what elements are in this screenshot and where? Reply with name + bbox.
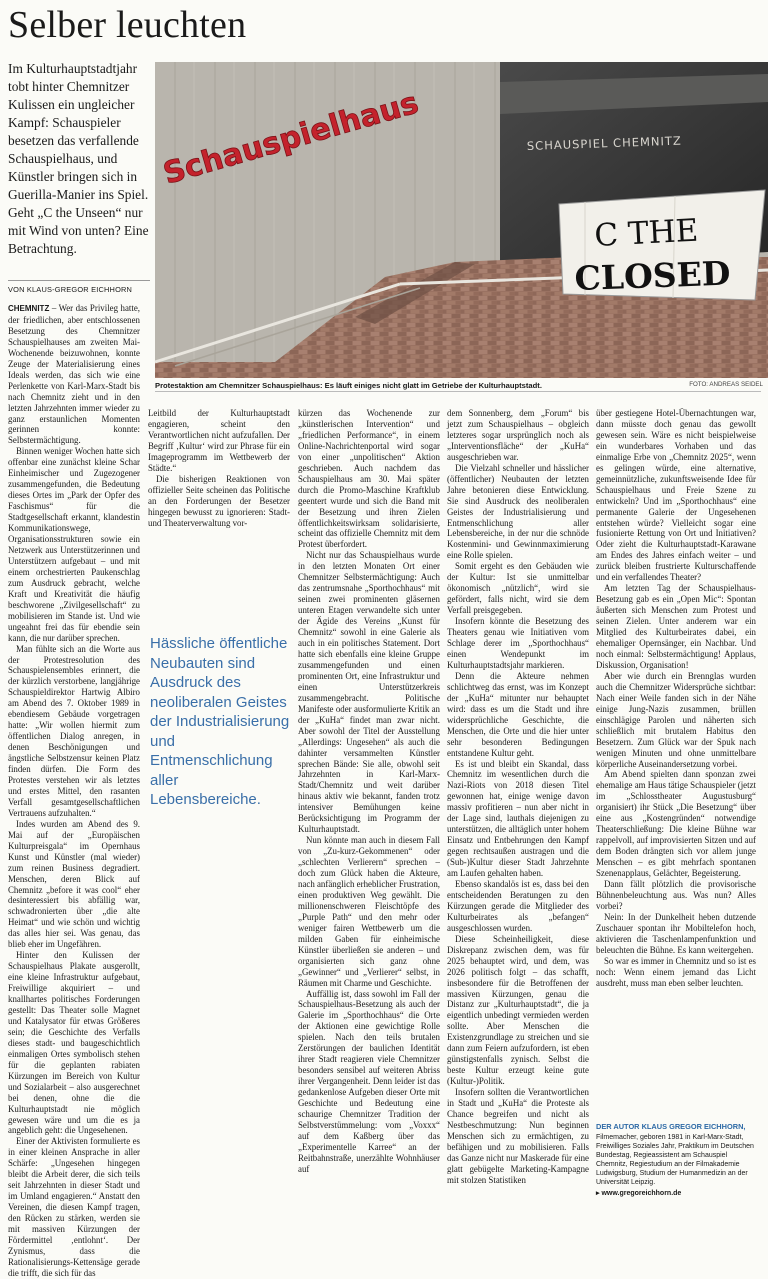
paragraph: Nicht nur das Schauspielhaus wurde in den letzten Monaten Ort einer Chemnitzer Selbstermächtigung: Auch das zentrumsnahe „Sporthochhaus“ mit seinen zwei prominenten gläsernen unteren Etagen verwandelte sich unter der Ägide des Vereins „Kunst für Chemnitz“ sowohl in eine Galerie als auch in ein politisches Statement. Dort hatte sich ebenfalls eine kleine Gruppe zusammengefunden und einen prominenten Ort, eine Infrastruktur und einen Unterstützerkreis zusammengebracht. Politische Manifeste oder ausformulierte Kritik an der „KuHa“ findet man zwar nicht. Aber sowohl der Titel der Ausstellung „Allerdings: Ungesehen“ als auch die dahinter versammelten Künstler sprechen Bände: Sie alle, obwohl seit Jahrzehnten in Karl-Marx-Stadt/Chemnitz und weit darüber hinaus aktiv wie bekannt, fanden trotz intensiver Bemühungen keine Berücksichtigung im Programm der Kulturhauptstadt. [298, 550, 440, 835]
paragraph: Diese Scheinheiligkeit, diese Diskrepanz zwischen dem, was für 2025 behauptet wird, und dem, was 2026 politisch folgt – das schafft, insbesondere für die Betroffenen der massiven Kürzungen, genau die Distanz zur „Kulturhauptstadt“, die ja eigentlich unbedingt vermieden werden sollte. Aber Menschen die Existenzgrundlage zu streichen und sie dann zum Feiern aufzufordern, ist eben günstigstenfalls zynisch. Selbst die beste Kultur erzeugt keine gute (Kultur-)Politik. [447, 933, 589, 1087]
paragraph: Leitbild der Kulturhauptstadt engagieren, scheint den Verantwortlichen nicht aufzufallen. Der Begriff ‚Kultur‘ wird zur Phrase für ein Imageprogramm im Wettbewerb der Städte.“ [148, 408, 290, 473]
protest-banner [559, 190, 765, 300]
paragraph: So war es immer in Chemnitz und so ist es noch: Wenn einem jemand das Licht ausdreht, muss man eben selber leuchten. [596, 955, 756, 988]
paragraph: Man fühlte sich an die Worte aus der Protestresolution des Schauspielensembles erinnert, die der kürzlich verstorbene, langjährige Schauspieldirektor Hartwig Albiro am Abend des 7. Oktober 1989 in ebendiesem Gebäude vorgetragen hatte: „Wir wollen hiermit zum öffentlichen Dialog anregen, in denen Beschönigungen und ängstliche Selbstzensur keinen Platz finden dürfen. Die Form des Protestes verstehen wir als letztes und erstes Mittel, den rasanten Verfall gesamtgesellschaftlichen Vertrauens aufzuhalten.“ [8, 643, 140, 818]
column-3 [298, 408, 440, 1174]
dateline: CHEMNITZ [8, 304, 50, 313]
paragraph: Ebenso skandalös ist es, dass bei den entscheidenden Beratungen zu den Kürzungen gerade die Mitglieder des Kulturbeirates als „befangen“ ausgeschlossen wurden. [447, 878, 589, 933]
pull-quote: Hässliche öffentliche Neubauten sind Ausdruck des neoliberalen Geistes der Industrialisierung und Entmenschlichung aller Lebensbereiche. [150, 635, 290, 808]
paragraph: Es ist und bleibt ein Skandal, dass Chemnitz im wesentlichen durch die Nazi-Riots von 2018 diesen Titel gewonnen hat, einige wenige davon massiv profitieren – nun aber nicht in der Lage sind, lauthals diejenigen zu unterstützen, die alltäglich unter hohem Einsatz und Entbehrungen den Kampf gegen rechtsaußen austragen und die (Sub-)Kultur dieser Stadt Jahrzehnte am Laufen gehalten haben. [447, 758, 589, 879]
paragraph [8, 303, 140, 446]
facade-text: SCHAUSPIEL CHEMNITZ [526, 133, 682, 153]
paragraph: Die bisherigen Reaktionen von offizieller Seite scheinen das Politische an den Forderungen der Besetzer hingegen bewusst zu ignorieren: Stadt- und Theaterverwaltung vor- [148, 473, 290, 528]
paragraph: über gestiegene Hotel-Übernachtungen war, dann müsste doch genau das gewollt gewesen sein. Wäre es nicht beispielweise ein wunderbares Vorhaben und das einmalige Erbe von „Chemnitz 2025“, wenn es gelingen würde, eine alternative, gemeinnützliche, zukunftsweisende Idee für Schauspielhaus und Freie Szene zu entwickeln? Und im „Sporthochhaus“ eine permanente Galerie der Ungesehenen entstehen würde? Vielleicht sogar eine fusionierte Rettung von Ort und Initiativen? Oder zieht die Kulturhauptstadt-Karawane am Endes des Jahres einfach weiter – und zurück bleiben frustrierte Kulturschaffende und ein verfallendes Theater? [596, 408, 756, 583]
paragraph: Somit ergeht es den Gebäuden wie der Kultur: Ist sie unmittelbar ökonomisch „nützlich“, wird sie gefördert, falls nicht, wird sie dem Verfall preisgegeben. [447, 561, 589, 616]
paragraph: Die Vielzahl schneller und hässlicher (öffentlicher) Neubauten der letzten Jahre betonieren diese Entwicklung. Sie sind Ausdruck des neoliberalen Geistes der Industrialisierung und Entmenschlichung aller Lebensbereiche, in der nur die schnöde Kostenmini- und Gewinnmaximierung eine Rolle spielen. [447, 462, 589, 561]
byline: VON KLAUS-GREGOR EICHHORN [8, 280, 150, 294]
column-4 [447, 408, 589, 1185]
author-box [596, 1122, 756, 1198]
paragraph: Aber wie durch ein Brennglas wurden auch die Chemnitzer Widersprüche sichtbar: Nach einer Weile fanden sich in der Nähe einige Jung-Nazis zusammen, brüllen einschlägige Parolen und näherten sich schließlich mit brutalem Habitus den Besetzern. Zum Glück war der Spuk nach wenigen Minuten und ohne unmittelbare körperliche Auseinandersetzung vorbei. [596, 670, 756, 769]
paragraph: Hinter den Kulissen der Schauspielhaus Plakate ausgerollt, eine kleine Infrastruktur aufgebaut, Freiwillige akquiriert – und knallhartes politisches Forderungen gestellt: Das Theater solle Magnet und Katalysator für etwas Größeres sein; die Geschichte des Verfalls dieses stadt- und baugeschichtlich einmaligen Ortes symbolisch stehen für die geplanten rabiaten Kürzungen im Bereich von Kultur und Sozialarbeit – also ausgerechnet bei denen, ohne die die Kulturhauptstadt nie möglich gewesen wäre und um die es ja angeblich geht: die Ungesehenen. [8, 950, 140, 1136]
banner-line-1: C THE [593, 212, 700, 254]
paragraph: Insofern sollten die Verantwortlichen in Stadt und „KuHa“ die Proteste als Chance begreifen und nicht als Nestbeschmutzung: Nun beginnen Menschen sich zu ermächtigen, zu befähigen und zu mobilisieren. Falls das Ganze nicht nur Maskerade für eine glatt gebügelte Marketing-Kampagne mit stolzen Statistiken [447, 1087, 589, 1185]
paragraph: Auffällig ist, dass sowohl im Fall der Schauspielhaus-Besetzung als auch der Galerie im „Sporthochhaus“ die Orte der Aktionen eine gewichtige Rolle spielen. Nach den teils brutalen Zerstörungen der baulichen Identität ihrer Stadt reagieren viele Chemnitzer besonders sensibel auf weiteren Abriss ihrer Vergangenheit. Denn leider ist das gedankenlose Aufgeben dieser Orte mit Geschichte und Bedeutung eine schaurige Chemnitzer Tradition der Selbstverstümmelung: vom „Voxxx“ auf dem Kaßberg über das „Experimentelle Karree“ an der Reitbahnstraße, unerzählte Wohnhäuser auf [298, 988, 440, 1174]
schauspielhaus-photo [155, 62, 768, 378]
photo-credit: FOTO: ANDREAS SEIDEL [689, 381, 763, 388]
paragraph-text: – Wer das Privileg hatte, der friedlichen, aber entschlossenen Besetzung des Chemnitzer Schauspielhauses am zweiten Mai-Wochenende beizuwohnen, konnte Zeuge der Materialisierung eines Ideals werden, das sich wie eine Perlenkette von Karl-Marx-Stadt bis nach Chemnitz zieht und in den letzten Jahrzehnten immer wieder zu ganz erstaunlichen Momenten gerinnen konnte: Selbstermächtigung. [8, 303, 140, 446]
column-2 [148, 408, 290, 616]
paragraph: kürzen das Wochenende zur „künstlerischen Intervention“ und „friedlichen Performance“, in einem Online-Nachrichtenportal wird sogar von einer „unpolitischen“ Aktion geschrieben. Auch nachdem das Schauspielhaus am 30. Mai später durch die Promo-Maschine Kraftklub geentert wurde und sich die Band mit der Besetzung und ihren Zielen öffentlichkeitswirksam solidarisierte, scheint das offizielle Chemnitz mit dem Protest überfordert. [298, 408, 440, 550]
lead-paragraph: Im Kulturhauptstadtjahr tobt hinter Chemnitzer Kulissen ein ungleicher Kampf: Schauspieler besetzen das verfallende Schauspielhaus, und Künstler bringen sich in Guerilla-Manier ins Spiel. Geht „C the Unseen“ nur mit Wind von unten? Eine Betrachtung. [8, 61, 149, 256]
paragraph: Nun könnte man auch in diesem Fall von „Zu-kurz-Gekommenen“ oder „schlechten Verlierern“ sprechen – doch zum Glück haben die Akteure, nach anfänglich erheblicher Frustration, einen produktiven Weg gewählt. Die millionenschweren Fleischtöpfe des „Purple Path“ und den mehr oder weniger fairen Wettbewerb um die milden Gaben für einheimische Künstler überließen sie anderen – und organisierten sich ganz ohne „Gewinner“ und „Verlierer“ selbst, in Räumen mit Charme und Geschichte. [298, 835, 440, 988]
paragraph: Einer der Aktivisten formulierte es in einer kleinen Ansprache in aller Schärfe: „Ungesehen hingegen bleibt die Arbeit derer, die sich teils seit Jahrzehnten in dieser Stadt und im Umland engagieren.“ Anstatt den Vereinen, die diesen Kampf tragen, den Rücken zu stärken, werden sie mit massiven Kürzungen der Fördermittel ‚entlohnt‘. Der Zynismus, dass die Rationalisierungs-Kettensäge gerade die trifft, die sich für das [8, 1136, 140, 1278]
author-title: DER AUTOR KLAUS GREGOR EICHHORN, [596, 1122, 746, 1131]
article-photo [155, 62, 768, 378]
column-5 [596, 408, 756, 1120]
paragraph: Dann fällt plötzlich die provisorische Bühnenbeleuchtung aus. Was nun? Alles vorbei? [596, 878, 756, 911]
paragraph: dem Sonnenberg, dem „Forum“ bis jetzt zum Schauspielhaus – obgleich letzteres sogar ursprünglich noch als „Interventionsfläche“ der „KuHa“ ausgeschrieben war. [447, 408, 589, 462]
paragraph: Denn die Akteure nehmen schlichtweg das ernst, was im Konzept der „KuHa“ mitunter nur behauptet wird: dass es um die Stadt und ihre widersprüchliche Geschichte, die Menschen, die Orte und die hier unter sehr besonderen Bedingungen entstandene Kultur geht. [447, 670, 589, 758]
paragraph: Am Abend spielten dann sponzan zwei ehemalige am Haus tätige Schauspieler (jetzt im „Schlosstheater Augustusburg“ organisiert) ihr Stück „Die Besetzung“ über eine aus „Kostengründen“ notwendige Theaterschließung: Die kleine Bühne war rappelvoll, auf improvisierten Sitzen und auf dem Boden drängten sich vor allem junge Menschen – es gibt mehrfach spontanen Szenenapplaus, Gelächter, Begeisterung. [596, 769, 756, 879]
headline: Selber leuchten [8, 4, 247, 46]
author-website-link[interactable]: ▸ www.gregoreichhorn.de [596, 1190, 682, 1197]
paragraph: Insofern könnte die Besetzung des Theaters genau wie Initiativen vom Schlage derer im „Sporthochhaus“ einen Wendepunkt im Kulturhauptstadtsjahr markieren. [447, 616, 589, 670]
column-1 [8, 303, 140, 1278]
banner-line-2: CLOSED [573, 253, 732, 298]
paragraph: Indes wurden am Abend des 9. Mai auf der „Europäischen Kulturpreisgala“ im Opernhaus Kunst und Künstler (mal wieder) zum reinen Business degradiert. Menschen, deren Blick auf Chemnitz „before it was cool“ eher desinteressiert bis abfällig war, schwadronierten über „die alte Heimat“ und wie schön und wichtig das alles hier sei. Was genau, das blieb eher im Ungefähren. [8, 818, 140, 950]
paragraph: Binnen weniger Wochen hatte sich offenbar eine zunächst kleine Schar Einheimischer und Zugezogener zusammengefunden, die Bedeutung dieses Ortes im „Park der Opfer des Faschismus“ für die Stadtgesellschaft erkannt, klandestin Kommunikationswege, Organisationsstrukturen sowie ein Netzwerk aus Unterstützerinnen und Unterstützern aufgebaut – und mit einem orchestrierten Paukenschlag zum Ausdruck gebracht, welche Kraft und Kreativität die häufig beschworene „Zivilgesellschaft“ zu mobilisieren im Stande ist. Und wie ungeahnt frei das für ebendie sein kann, die nur darüber sprechen. [8, 446, 140, 643]
photo-caption: Protestaktion am Chemnitzer Schauspielhaus: Es läuft einiges nicht glatt im Getriebe der Kulturhauptstadt. [155, 380, 761, 392]
author-bio: Filmemacher, geboren 1981 in Karl-Marx-Stadt, Freiwilliges Soziales Jahr, Praktikum im Deutschen Bundestag, Regieassistent am Schauspiel Chemnitz, Regiestudium an der Filmakademie Ludwigsburg, Studium der Humanmedizin an der Universität Leipzig. [596, 1134, 754, 1186]
paragraph: Nein: In der Dunkelheit heben dutzende Zuschauer spontan ihr Mobiltelefon hoch, aktivieren die Taschenlampenfunktion und beleuchten die Bühne. Es kann weitergehen. [596, 911, 756, 955]
paragraph: Am letzten Tag der Schauspielhaus-Besetzung gab es ein „Open Mic“: Spontan äußerten sich Menschen zum Protest und seinen Zielen. Unter anderem war ein Mitglied des Kulturbeirates dabei, ein ehemaliger Opernsänger, ein Nachbar. Und noch einmal: Selbstermächtigung! Applaus, Diskussion, Organisation! [596, 583, 756, 670]
sign-text: Schauspielhaus [159, 85, 423, 192]
